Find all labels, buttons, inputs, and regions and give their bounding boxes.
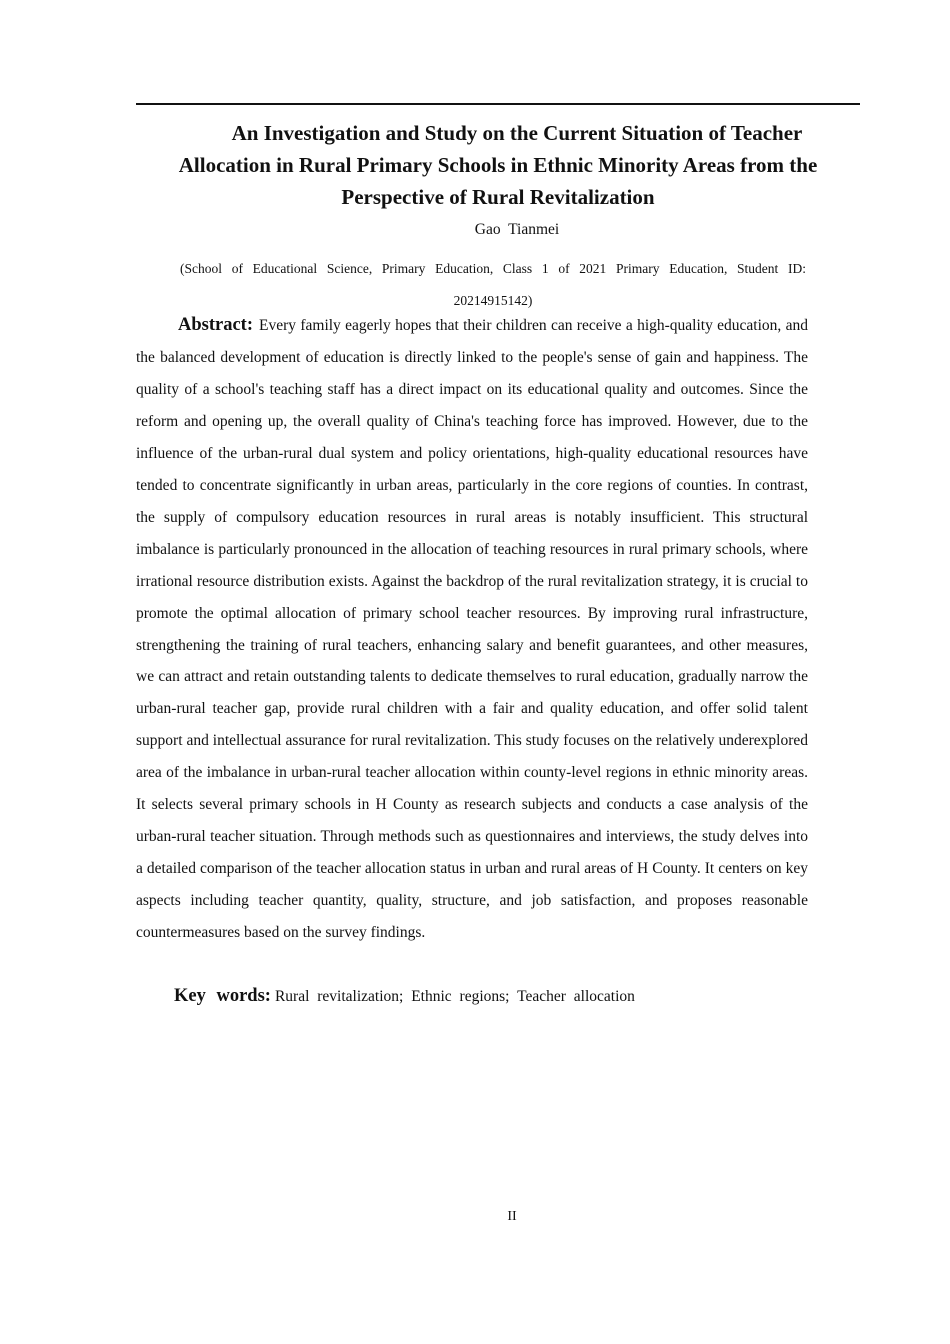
- header-rule: [136, 103, 860, 105]
- keywords-paragraph: [136, 980, 808, 1013]
- abstract-text: Every family eagerly hopes that their children can receive a high-quality education, and the balanced development of education is directly linked to the people's sense of gain and happiness. The quality of a school's teaching staff has a direct impact on its educational quality and outcomes. Since the reform and opening up, the overall quality of China's teaching force has improved. However, due to the influence of the urban-rural dual system and policy orientations, high-quality educational resources have tended to concentrate significantly in urban areas, particularly in the core regions of counties. In contrast, the supply of compulsory education resources in rural areas is notably insufficient. This structural imbalance is particularly pronounced in the allocation of teaching resources in rural primary schools, where irrational resource distribution exists. Against the backdrop of the rural revitalization strategy, it is crucial to promote the optimal allocation of primary school teacher resources. By improving rural infrastructure, strengthening the training of rural teachers, enhancing salary and benefit guarantees, and other measures, we can attract and retain outstanding talents to dedicate themselves to rural education, gradually narrow the urban-rural teacher gap, provide rural children with a fair and quality education, and offer solid talent support and intellectual assurance for rural revitalization. This study focuses on the relatively underexplored area of the imbalance in urban-rural teacher allocation within county-level regions in ethnic minority areas. It selects several primary schools in H County as research subjects and conducts a case analysis of the urban-rural teacher situation. Through methods such as questionnaires and interviews, the study delves into a detailed comparison of the teacher allocation status in urban and rural areas of H County. It centers on key aspects including teacher quantity, quality, structure, and job satisfaction, and proposes reasonable countermeasures based on the survey findings.: [136, 317, 808, 942]
- page-number: II: [507, 1209, 517, 1224]
- affiliation-line: 20214915142): [453, 293, 533, 308]
- title-line: Allocation in Rural Primary Schools in Ethnic Minority Areas from the: [178, 153, 818, 177]
- abstract-paragraph: [136, 310, 808, 949]
- author-name: Gao Tianmei: [474, 221, 560, 238]
- keywords-label: Key words:: [174, 986, 271, 1006]
- paper-title: [136, 117, 860, 213]
- title-line: Perspective of Rural Revitalization: [341, 185, 655, 209]
- abstract-label: Abstract:: [178, 315, 254, 335]
- author-affiliation: [180, 253, 806, 317]
- keywords-text: Rural revitalization; Ethnic regions; Teacher allocation: [274, 988, 635, 1005]
- affiliation-line: (School of Educational Science, Primary Education, Class 1 of 2021 Primary Education, Student ID:: [180, 261, 806, 276]
- title-line: An Investigation and Study on the Current Situation of Teacher: [231, 121, 803, 145]
